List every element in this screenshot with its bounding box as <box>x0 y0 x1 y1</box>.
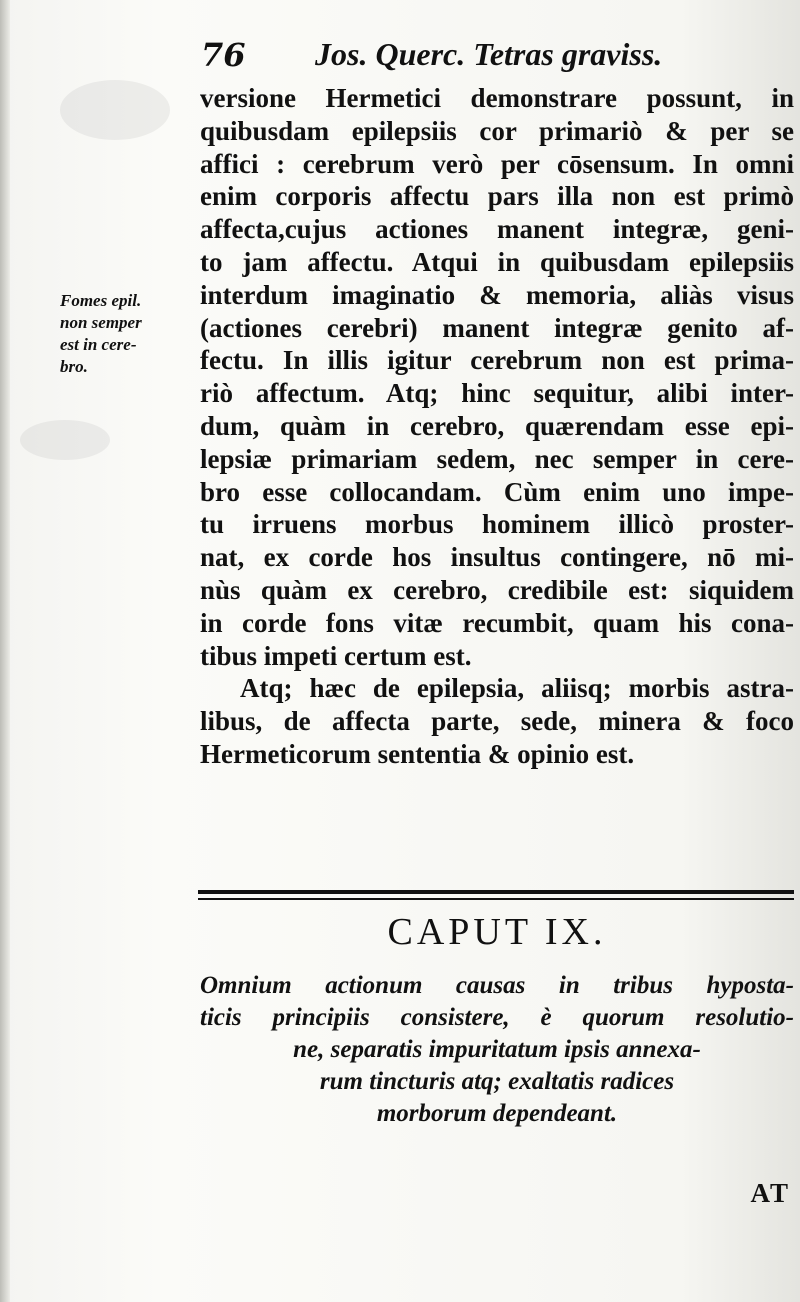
running-title: Jos. Querc. Tetras graviss. <box>315 36 663 72</box>
summary-line: ne, separatis impuritatum ipsis annexa- <box>293 1036 701 1063</box>
text-line: in corde fons vitæ recumbit, quam his cona- <box>200 607 794 638</box>
margin-note-line: bro. <box>60 357 88 376</box>
text-line: fectu. In illis igitur cerebrum non est prima- <box>200 345 794 376</box>
text-line: bro esse collocandam. Cùm enim uno impe- <box>200 476 794 507</box>
text-line: nùs quàm ex cerebro, credibile est: siquidem <box>200 574 794 605</box>
text-line: dum, quàm in cerebro, quærendam esse epi- <box>200 410 794 441</box>
chapter-summary <box>200 970 794 1130</box>
text-line: libus, de affecta parte, sede, minera & foco <box>200 706 794 737</box>
section-rule-thin <box>198 898 794 900</box>
text-line: Atq; hæc de epilepsia, aliisq; morbis astra- <box>240 673 794 704</box>
catchword: AT <box>750 1178 790 1208</box>
text-line: versione Hermetici demonstrare possunt, in <box>200 83 794 113</box>
text-line: nat, ex corde hos insultus contingere, nō mi- <box>200 542 794 573</box>
summary-line: rum tincturis atq; exaltatis radices <box>319 1068 675 1095</box>
margin-note-line: non semper <box>60 313 142 332</box>
text-line: tu irruens morbus hominem illicò proster- <box>200 509 794 540</box>
text-line: interdum imaginatio & memoria, aliàs visus <box>200 279 794 310</box>
text-line: (actiones cerebri) manent integræ genito af- <box>200 312 794 343</box>
section-rule <box>198 890 794 894</box>
summary-line: morborum dependeant. <box>376 1100 618 1127</box>
summary-line: ticis principiis consistere, è quorum resolutio- <box>200 1004 794 1031</box>
text-line: quibusdam epilepsiis cor primariò & per se <box>200 115 794 146</box>
text-line: lepsiæ primariam sedem, nec semper in cere- <box>200 443 794 474</box>
margin-note-line: est in cere- <box>60 335 137 354</box>
page-header <box>195 36 795 82</box>
ink-smudge <box>60 80 170 140</box>
summary-line: Omnium actionum causas in tribus hyposta- <box>200 972 794 999</box>
text-line: riò affectum. Atq; hinc sequitur, alibi inter- <box>200 378 794 409</box>
text-line: affecta,cujus actiones manent integræ, geni- <box>200 214 794 245</box>
page-gutter-shadow <box>0 0 10 1302</box>
text-line: tibus impeti certum est. <box>200 640 472 671</box>
margin-note <box>60 290 188 378</box>
ink-smudge <box>20 420 110 460</box>
page-number: 76 <box>201 36 246 74</box>
text-line: enim corporis affectu pars illa non est primò <box>200 181 794 212</box>
chapter-heading: CAPUT IX. <box>387 911 607 953</box>
text-line: Hermeticorum sententia & opinio est. <box>200 738 635 769</box>
text-line: to jam affectu. Atqui in quibusdam epilepsiis <box>200 246 794 277</box>
body-text <box>200 82 794 771</box>
text-line: affici : cerebrum verò per cōsensum. In omni <box>200 148 794 179</box>
margin-note-line: Fomes epil. <box>60 291 142 310</box>
